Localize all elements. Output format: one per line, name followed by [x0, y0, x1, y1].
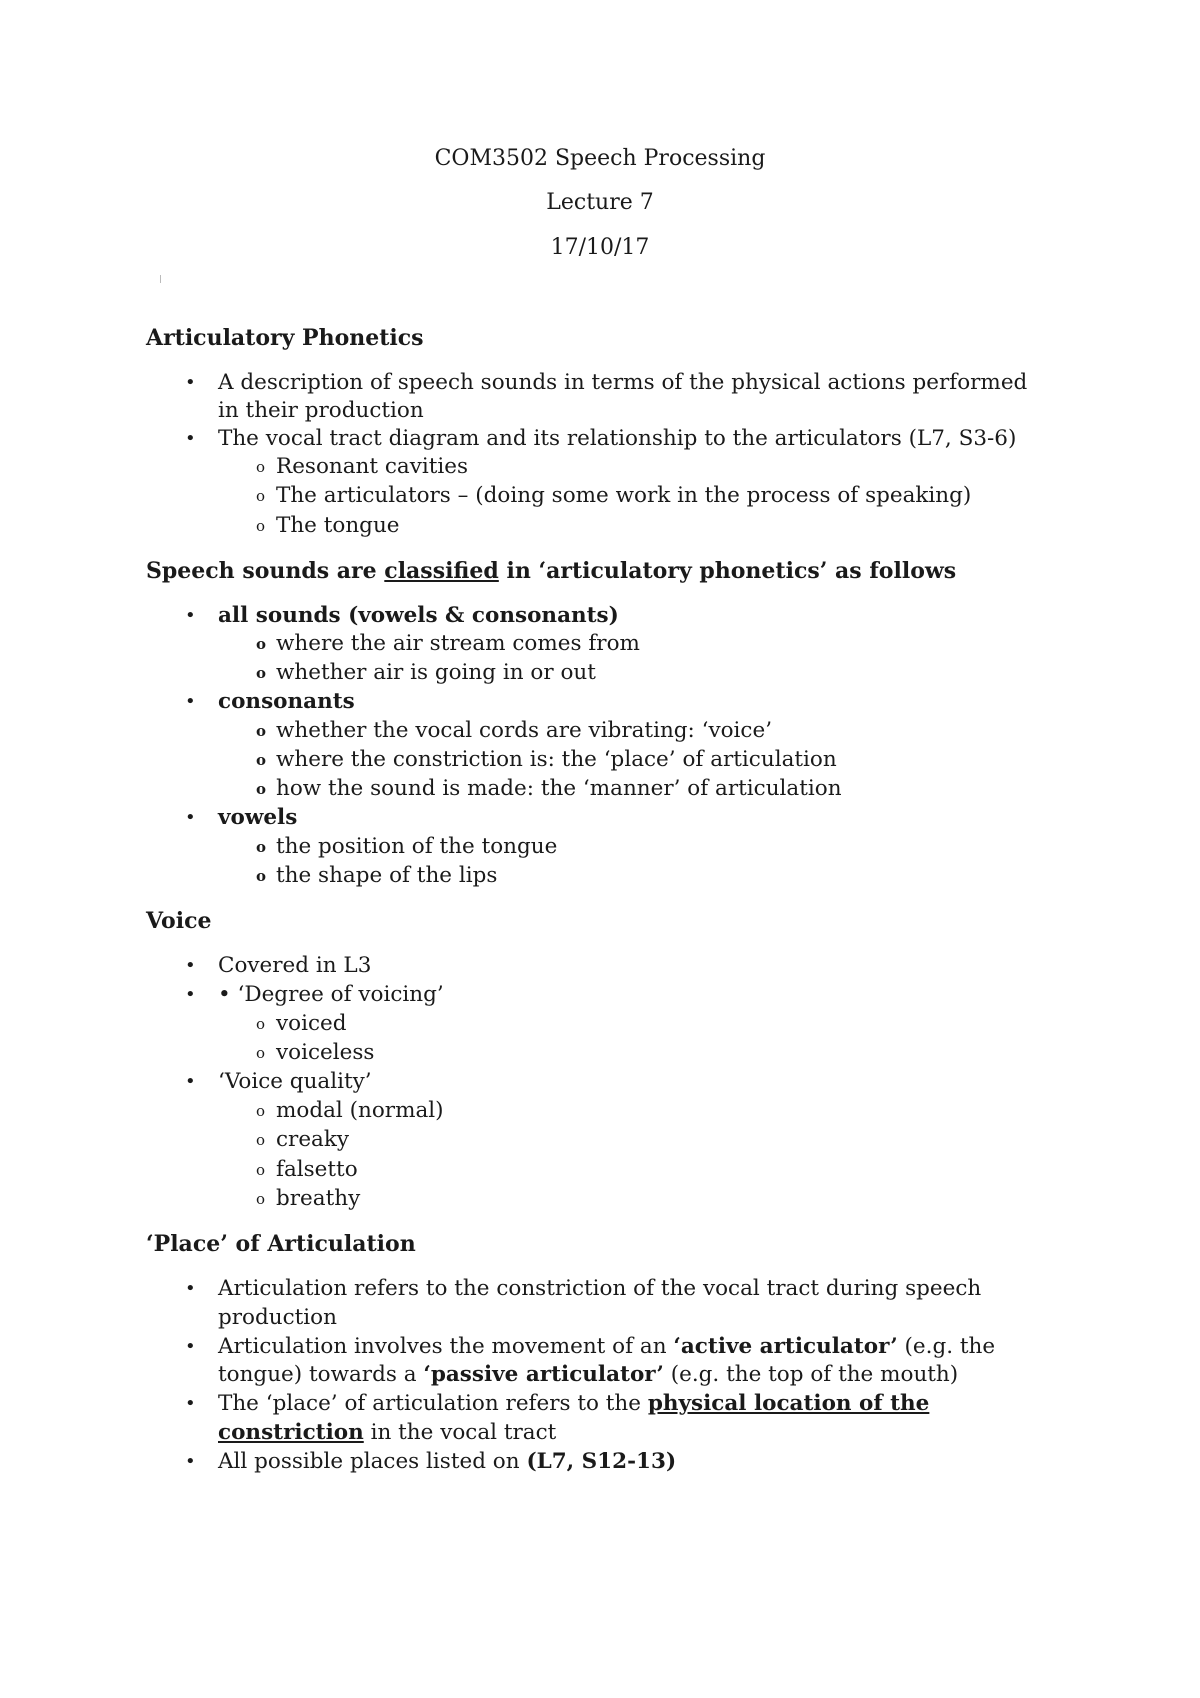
s3-bullet-3: ‘Voice quality’ [218, 1069, 372, 1094]
sub-bullet-icon: o [256, 1102, 266, 1120]
sub-bullet-icon: o [256, 635, 267, 653]
s2-g2-sub-2: where the constriction is: the ‘place’ of articulation [276, 747, 837, 772]
bullet-icon: • [185, 1451, 196, 1472]
classified-underlined: classified [384, 558, 499, 584]
s2-group-vowels: vowels [218, 805, 298, 830]
s2-g1-sub-2: whether air is going in or out [276, 660, 596, 685]
s1-sub-2: The articulators – (doing some work in the process of speaking) [276, 483, 972, 508]
s3-b3-sub-4: breathy [276, 1186, 361, 1211]
s2-g3-sub-2: the shape of the lips [276, 863, 498, 888]
s3-b2-sub-1: voiced [276, 1011, 347, 1036]
sub-bullet-icon: o [256, 1190, 266, 1208]
sub-bullet-icon: o [256, 1015, 266, 1033]
s4-bullet-1-line-1: Articulation refers to the constriction of the vocal tract during speech [218, 1276, 982, 1301]
sub-bullet-icon: o [256, 838, 267, 856]
s1-bullet-1-line-2: in their production [218, 398, 424, 423]
lecture-number: Lecture 7 [546, 190, 654, 215]
bullet-icon: • [185, 1336, 196, 1357]
sub-bullet-icon: o [256, 867, 267, 885]
sub-bullet-icon: o [256, 487, 266, 505]
bullet-icon: • [185, 1278, 196, 1299]
s4-bullet-4: All possible places listed on (L7, S12-13) [218, 1449, 677, 1474]
s4-bullet-3-line-2: constriction in the vocal tract [218, 1420, 557, 1445]
heading-articulatory-phonetics: Articulatory Phonetics [146, 325, 424, 351]
sub-bullet-icon: o [256, 751, 267, 769]
s2-g2-sub-1: whether the vocal cords are vibrating: ‘voice’ [276, 718, 773, 743]
s4-bullet-2-line-1: Articulation involves the movement of an ‘active articulator’ (e.g. the [218, 1334, 996, 1359]
bullet-icon: • [185, 691, 196, 712]
bullet-icon: • [185, 1071, 196, 1092]
sub-bullet-icon: o [256, 1161, 266, 1179]
s3-bullet-2: • ‘Degree of voicing’ [218, 982, 444, 1007]
course-title: COM3502 Speech Processing [434, 146, 766, 171]
s4-bullet-3-line-1: The ‘place’ of articulation refers to the physical location of the [218, 1391, 930, 1416]
sub-bullet-icon: o [256, 1131, 266, 1149]
s3-b3-sub-3: falsetto [276, 1157, 358, 1182]
sub-bullet-icon: o [256, 1044, 266, 1062]
s3-bullet-1: Covered in L3 [218, 953, 372, 978]
bullet-icon: • [185, 372, 196, 393]
s2-g2-sub-3: how the sound is made: the ‘manner’ of articulation [276, 776, 842, 801]
stray-mark [160, 275, 161, 283]
sub-bullet-icon: o [256, 458, 266, 476]
s4-bullet-1-line-2: production [218, 1305, 337, 1330]
heading-voice: Voice [146, 908, 212, 934]
bullet-icon: • [185, 807, 196, 828]
lecture-date: 17/10/17 [550, 235, 650, 260]
heading-speech-sounds-classified: Speech sounds are classified in ‘articulatory phonetics’ as follows [146, 558, 957, 584]
s3-b3-sub-1: modal (normal) [276, 1098, 444, 1123]
s2-group-all-sounds: all sounds (vowels & consonants) [218, 603, 619, 628]
s2-g1-sub-1: where the air stream comes from [276, 631, 640, 656]
s1-sub-1: Resonant cavities [276, 454, 469, 479]
bullet-icon: • [185, 955, 196, 976]
s3-b3-sub-2: creaky [276, 1127, 350, 1152]
bullet-icon: • [185, 1393, 196, 1414]
s3-b2-sub-2: voiceless [276, 1040, 375, 1065]
s2-g3-sub-1: the position of the tongue [276, 834, 558, 859]
s1-bullet-2: The vocal tract diagram and its relationship to the articulators (L7, S3-6) [218, 426, 1017, 451]
heading-place-of-articulation: ‘Place’ of Articulation [146, 1231, 416, 1257]
s4-bullet-2-line-2: tongue) towards a ‘passive articulator’ (e.g. the top of the mouth) [218, 1362, 959, 1387]
sub-bullet-icon: o [256, 780, 267, 798]
bullet-icon: • [185, 984, 196, 1005]
s2-group-consonants: consonants [218, 689, 355, 714]
s1-sub-3: The tongue [276, 513, 400, 538]
bullet-icon: • [185, 428, 196, 449]
sub-bullet-icon: o [256, 722, 267, 740]
sub-bullet-icon: o [256, 517, 266, 535]
bullet-icon: • [185, 605, 196, 626]
sub-bullet-icon: o [256, 664, 267, 682]
s1-bullet-1-line-1: A description of speech sounds in terms of the physical actions performed [218, 370, 1028, 395]
